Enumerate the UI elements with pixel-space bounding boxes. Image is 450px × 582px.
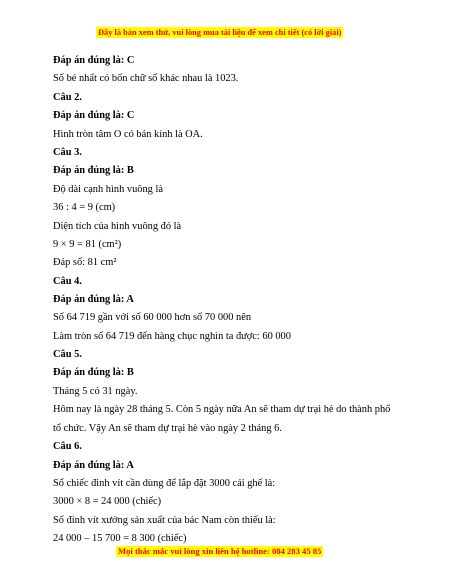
text-line: Số chiếc đinh vít cần dùng để lắp đặt 3000 cái ghế là: [53, 478, 276, 489]
text-line: 9 × 9 = 81 (cm²) [53, 239, 122, 250]
heading-line: Câu 5. [53, 349, 82, 360]
text-line: Làm tròn số 64 719 đến hàng chục nghìn ta được: 60 000 [53, 331, 291, 342]
heading-line: Đáp án đúng là: B [53, 367, 134, 378]
heading-line: Đáp án đúng là: A [53, 460, 134, 471]
heading-line: Câu 3. [53, 147, 82, 158]
header-banner: Đây là bản xem thử, vui lòng mua tài liệu để xem chi tiết (có lời giải) [98, 28, 342, 37]
heading-line: Đáp án đúng là: C [53, 55, 135, 66]
text-line: 36 : 4 = 9 (cm) [53, 202, 116, 213]
text-line: Độ dài cạnh hình vuông là [53, 184, 163, 195]
text-line: Hôm nay là ngày 28 tháng 5. Còn 5 ngày nữa An sẽ tham dự trại hè do thành phố [53, 404, 391, 415]
text-line: Tháng 5 có 31 ngày. [53, 386, 138, 397]
text-line: Diện tích của hình vuông đó là [53, 221, 182, 232]
text-line: Hình tròn tâm O có bán kính là OA. [53, 129, 203, 140]
text-line: tổ chức. Vậy An sẽ tham dự trại hè vào ngày 2 tháng 6. [53, 423, 282, 434]
text-line: 24 000 – 15 700 = 8 300 (chiếc) [53, 533, 187, 544]
heading-line: Đáp án đúng là: C [53, 110, 135, 121]
text-line: Số 64 719 gần với số 60 000 hơn số 70 000 nên [53, 312, 252, 323]
footer-banner: Mọi thắc mắc vui lòng xin liên hệ hotline: 084 283 45 85 [118, 546, 322, 556]
heading-line: Câu 4. [53, 276, 82, 287]
text-line: Đáp số: 81 cm² [53, 257, 117, 268]
heading-line: Đáp án đúng là: A [53, 294, 134, 305]
heading-line: Câu 6. [53, 441, 82, 452]
heading-line: Câu 2. [53, 92, 82, 103]
text-line: Số đinh vít xưởng sản xuất của bác Nam còn thiếu là: [53, 515, 276, 526]
heading-line: Đáp án đúng là: B [53, 165, 134, 176]
text-line: Số bé nhất có bốn chữ số khác nhau là 1023. [53, 73, 239, 84]
text-line: 3000 × 8 = 24 000 (chiếc) [53, 496, 162, 507]
